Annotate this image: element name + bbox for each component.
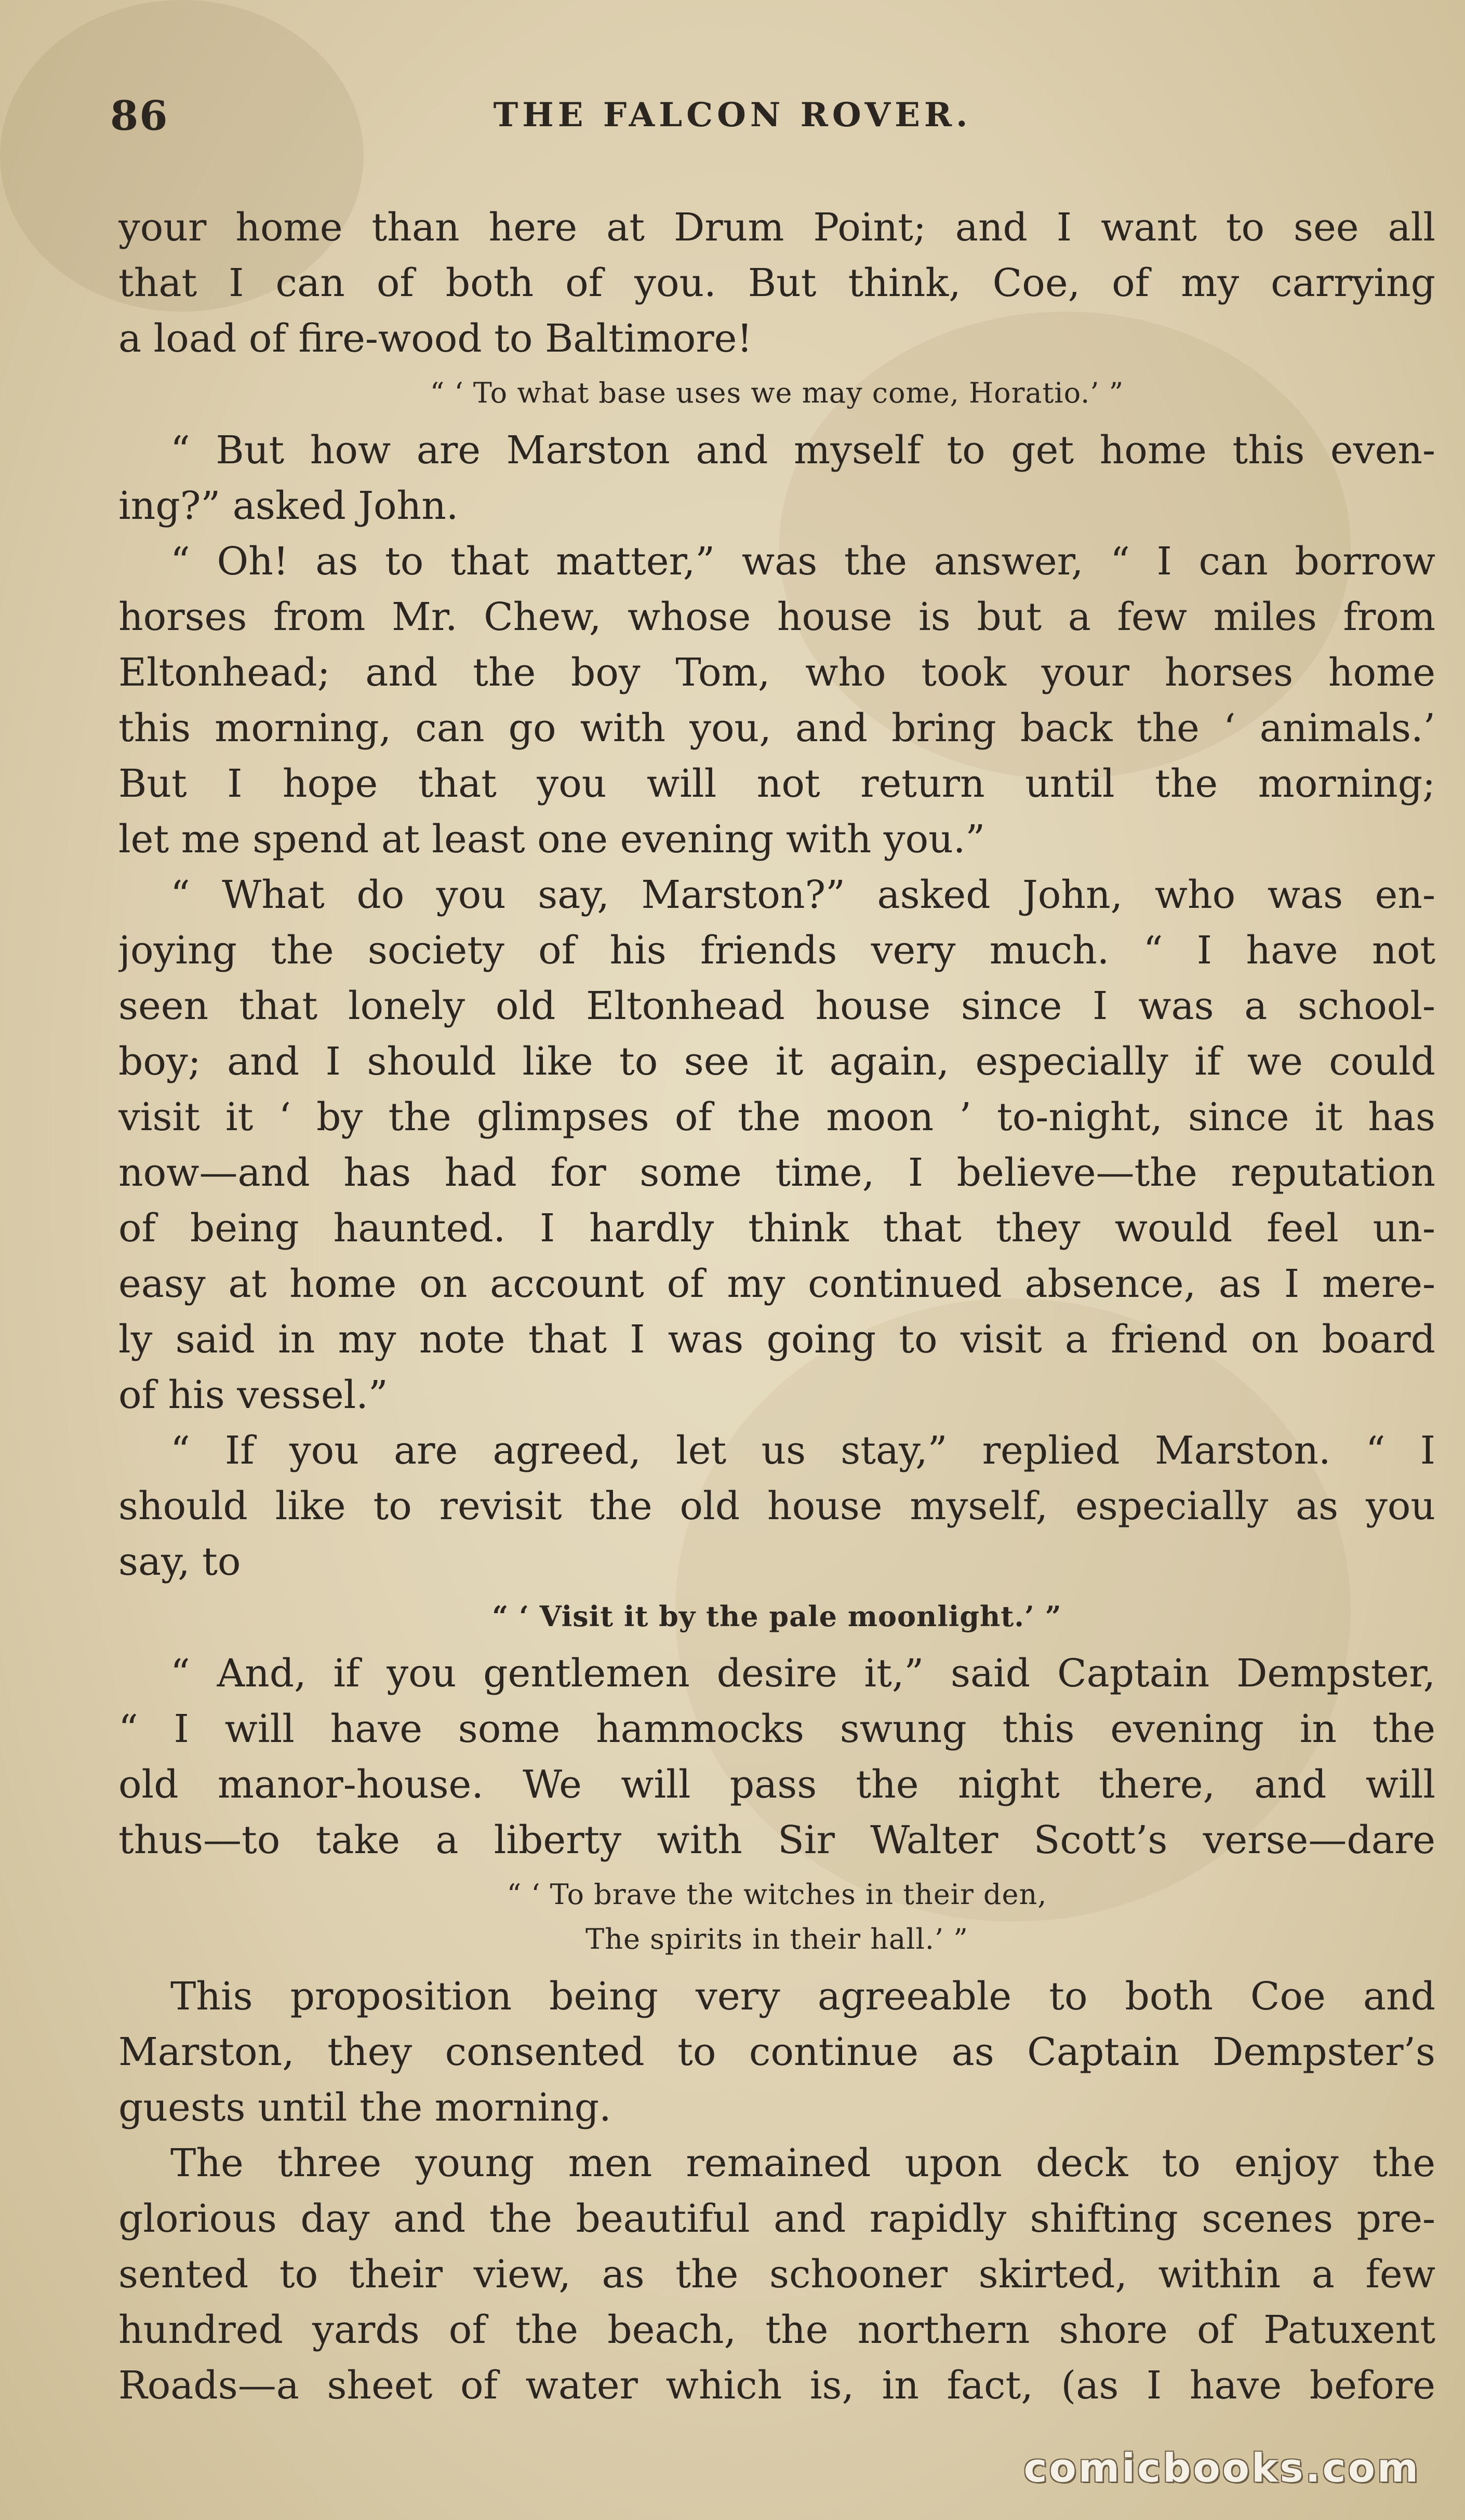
text-line: that I can of both of you. But think, Coe, of my carrying (118, 261, 1435, 305)
verse-quote: “ ‘ To brave the witches in their den, (507, 1878, 1047, 1911)
text-line: this morning, can go with you, and bring back the ‘ animals.’ (118, 706, 1435, 750)
page-header (0, 92, 1465, 155)
page-number: 86 (110, 92, 169, 140)
text-line: a load of fire-wood to Baltimore! (118, 316, 753, 361)
text-line: ly said in my note that I was going to visit a friend on board (118, 1317, 1435, 1362)
text-line: “ But how are Marston and myself to get home this even- (170, 428, 1435, 473)
text-line: hundred yards of the beach, the northern shore of Patuxent (118, 2308, 1435, 2352)
text-line: Eltonhead; and the boy Tom, who took your horses home (118, 650, 1435, 695)
text-line: joying the society of his friends very much. “ I have not (118, 928, 1435, 973)
text-line: This proposition being very agreeable to both Coe and (170, 1974, 1435, 2019)
text-line: boy; and I should like to see it again, especially if we could (118, 1039, 1435, 1084)
text-line: “ If you are agreed, let us stay,” replied Marston. “ I (170, 1428, 1435, 1473)
text-line: The three young men remained upon deck to enjoy the (170, 2141, 1435, 2186)
verse-quote: “ ‘ To what base uses we may come, Horatio.’ ” (430, 377, 1124, 409)
watermark: comicbooks.com (1023, 2445, 1420, 2491)
text-line: “ And, if you gentlemen desire it,” said Captain Dempster, (170, 1651, 1435, 1696)
text-line: glorious day and the beautiful and rapidly shifting scenes pre- (118, 2196, 1435, 2241)
verse-quote: “ ‘ Visit it by the pale moonlight.’ ” (492, 1600, 1062, 1633)
text-line: Roads—a sheet of water which is, in fact, (as I have before (118, 2363, 1435, 2408)
verse-quote: The spirits in their hall.’ ” (585, 1923, 968, 1955)
text-line: Marston, they consented to continue as Captain Dempster’s (118, 2030, 1435, 2074)
text-line: visit it ‘ by the glimpses of the moon ’ to-night, since it has (118, 1095, 1435, 1140)
text-line: say, to (118, 1539, 241, 1584)
body-text (118, 200, 1435, 2414)
text-line: “ I will have some hammocks swung this evening in the (118, 1707, 1435, 1751)
text-line: let me spend at least one evening with you.” (118, 817, 985, 862)
text-line: now—and has had for some time, I believe—the reputation (118, 1150, 1435, 1195)
text-line: thus—to take a liberty with Sir Walter Scott’s verse—dare (118, 1818, 1435, 1862)
text-line: But I hope that you will not return until the morning; (118, 761, 1435, 806)
text-line: of being haunted. I hardly think that they would feel un- (118, 1206, 1435, 1251)
text-line: of his vessel.” (118, 1373, 388, 1417)
text-line: should like to revisit the old house myself, especially as you (118, 1484, 1435, 1529)
running-head: THE FALCON ROVER. (493, 96, 972, 135)
text-line: old manor-house. We will pass the night there, and will (118, 1762, 1435, 1807)
text-line: sented to their view, as the schooner skirted, within a few (118, 2252, 1435, 2297)
text-line: easy at home on account of my continued absence, as I mere- (118, 1262, 1435, 1306)
text-line: “ What do you say, Marston?” asked John, who was en- (170, 873, 1435, 917)
text-line: horses from Mr. Chew, whose house is but a few miles from (118, 595, 1435, 639)
text-line: seen that lonely old Eltonhead house since I was a school- (118, 984, 1435, 1028)
text-line: your home than here at Drum Point; and I want to see all (118, 205, 1435, 250)
text-line: guests until the morning. (118, 2085, 611, 2130)
text-line: ing?” asked John. (118, 484, 459, 528)
text-line: “ Oh! as to that matter,” was the answer, “ I can borrow (170, 539, 1435, 584)
